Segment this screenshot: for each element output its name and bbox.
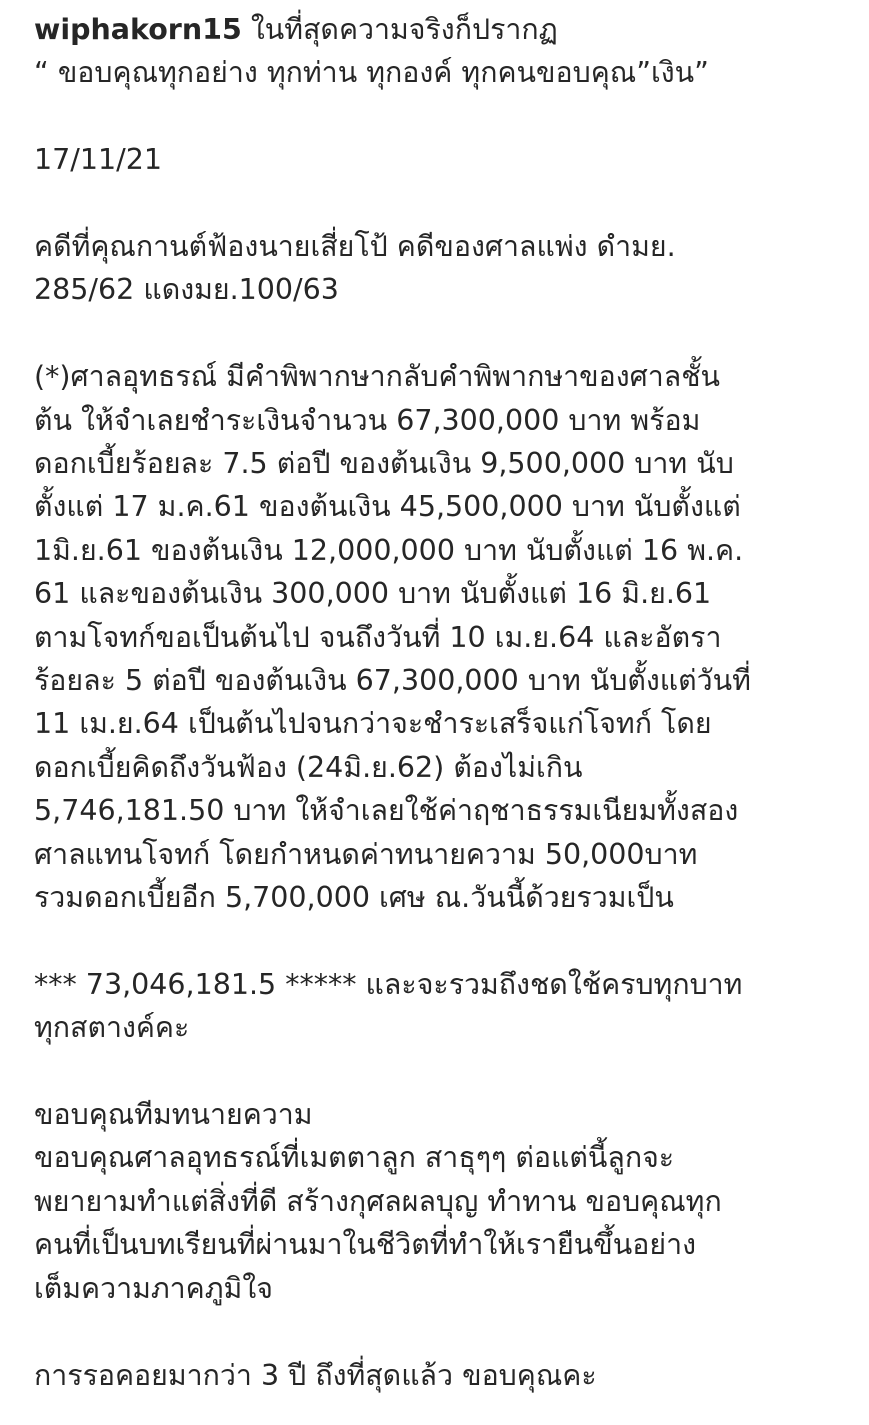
case-line: คดีที่คุณกานต์ฟ้องนายเสี่ยโป้ คดีของศาลแพ่ง ดำมย. (34, 230, 676, 263)
total-line: *** 73,046,181.5 ***** และจะรวมถึงชดใช้ครบทุกบาท (34, 967, 743, 1001)
caption-quote: “ ขอบคุณทุกอย่าง ทุกท่าน ทุกองค์ ทุกคนขอบคุณ”เงิน” (34, 56, 709, 90)
spacer (34, 1050, 864, 1093)
verdict-line: ดอกเบี้ยร้อยละ 7.5 ต่อปี ของต้นเงิน 9,500,000 บาท นับ (34, 447, 734, 481)
spacer (34, 312, 864, 355)
spacer (34, 95, 864, 138)
closing-line: การรอคอยมากว่า 3 ปี ถึงที่สุดแล้ว ขอบคุณคะ (34, 1358, 597, 1392)
thanks-line: พยายามทำแต่สิ่งที่ดี สร้างกุศลผลบุญ ทำทาน ขอบคุณทุก (34, 1184, 722, 1218)
spacer (34, 182, 864, 225)
thanks-line: ขอบคุณศาลอุทธรณ์ที่เมตตาลูก สาธุๆๆ ต่อแต่นี้ลูกจะ (34, 1141, 675, 1175)
verdict-line: 1มิ.ย.61 ของต้นเงิน 12,000,000 บาท นับตั้งแต่ 16 พ.ค. (34, 533, 744, 567)
verdict-line: ดอกเบี้ยคิดถึงวันฟ้อง (24มิ.ย.62) ต้องไม่เกิน (34, 750, 583, 784)
case-paragraph (34, 225, 864, 312)
verdict-paragraph (34, 355, 864, 919)
total-line: ทุกสตางค์คะ (34, 1011, 190, 1045)
verdict-line: (*)ศาลอุทธรณ์ มีคำพิพากษากลับคำพิพากษาของศาลชั้น (34, 360, 721, 394)
verdict-line: ตามโจทก์ขอเป็นต้นไป จนถึงวันที่ 10 เม.ย.64 และอัตรา (34, 620, 722, 654)
spacer (34, 919, 864, 962)
verdict-line: ต้น ให้จำเลยชำระเงินจำนวน 67,300,000 บาท พร้อม (34, 403, 701, 437)
verdict-line: ตั้งแต่ 17 ม.ค.61 ของต้นเงิน 45,500,000 บาท นับตั้งแต่ (34, 490, 741, 524)
spacer (34, 1310, 864, 1353)
thanks-line: คนที่เป็นบทเรียนที่ผ่านมาในชีวิตที่ทำให้เรายืนขึ้นอย่าง (34, 1228, 696, 1262)
verdict-line: ร้อยละ 5 ต่อปี ของต้นเงิน 67,300,000 บาท นับตั้งแต่วันที่ (34, 664, 751, 698)
thanks-paragraph (34, 1093, 864, 1310)
post-caption (34, 8, 864, 1397)
verdict-line: รวมดอกเบี้ยอีก 5,700,000 เศษ ณ.วันนี้ด้วยรวมเป็น (34, 881, 674, 915)
verdict-line: 11 เม.ย.64 เป็นต้นไปจนกว่าจะชำระเสร็จแก่โจทก์ โดย (34, 707, 712, 741)
case-line: 285/62 แดงมย.100/63 (34, 273, 339, 307)
verdict-line: 61 และของต้นเงิน 300,000 บาท นับตั้งแต่ 16 มิ.ย.61 (34, 577, 712, 611)
caption-headline: ในที่สุดความจริงก็ปรากฏ (241, 13, 558, 46)
thanks-line: เต็มความภาคภูมิใจ (34, 1271, 273, 1305)
verdict-line: ศาลแทนโจทก์ โดยกำหนดค่าทนายความ 50,000บาท (34, 837, 698, 871)
caption-first-line (34, 8, 864, 51)
thanks-line: ขอบคุณทีมทนายความ (34, 1098, 313, 1132)
verdict-line: 5,746,181.50 บาท ให้จำเลยใช้ค่าฤชาธรรมเนียมทั้งสอง (34, 794, 739, 828)
post-date-text: 17/11/21 (34, 143, 162, 177)
total-paragraph (34, 963, 864, 1050)
username-link[interactable]: wiphakorn15 (34, 13, 242, 46)
